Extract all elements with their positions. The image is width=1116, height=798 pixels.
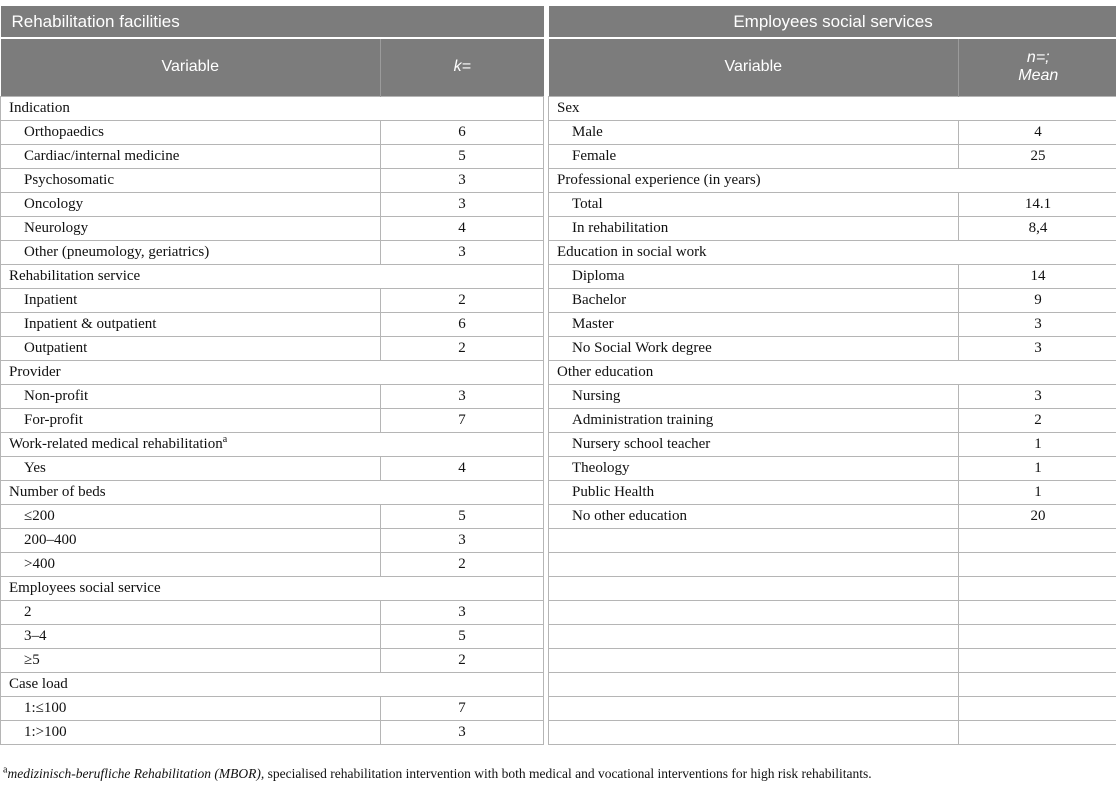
variable-cell: Other (pneumology, geriatrics) bbox=[1, 240, 381, 264]
table-row bbox=[1, 456, 544, 480]
value-cell: 4 bbox=[381, 456, 544, 480]
variable-cell bbox=[549, 648, 959, 672]
value-cell: 3 bbox=[381, 528, 544, 552]
variable-cell: Male bbox=[549, 120, 959, 144]
section-row bbox=[1, 576, 544, 600]
variable-cell: Inpatient bbox=[1, 288, 381, 312]
left-column-header-row bbox=[1, 38, 544, 96]
table-row bbox=[549, 696, 1116, 720]
left-title-row bbox=[1, 6, 544, 38]
table-row bbox=[549, 480, 1116, 504]
variable-cell: Theology bbox=[549, 456, 959, 480]
table-row bbox=[549, 216, 1116, 240]
section-label: Case load bbox=[1, 672, 544, 696]
value-cell: 1 bbox=[959, 432, 1116, 456]
value-cell: 3 bbox=[381, 384, 544, 408]
variable-cell: Public Health bbox=[549, 480, 959, 504]
right-title-row bbox=[549, 6, 1116, 38]
employees-social-services-table bbox=[548, 6, 1116, 745]
section-row bbox=[549, 168, 1116, 192]
left-table-title: Rehabilitation facilities bbox=[1, 6, 544, 38]
table-row bbox=[1, 408, 544, 432]
value-cell bbox=[959, 600, 1116, 624]
table-row bbox=[549, 264, 1116, 288]
table-row bbox=[549, 720, 1116, 744]
section-label: Employees social service bbox=[1, 576, 544, 600]
right-variable-column-header: Variable bbox=[549, 38, 959, 96]
variable-cell: Neurology bbox=[1, 216, 381, 240]
variable-cell bbox=[549, 600, 959, 624]
section-label: Number of beds bbox=[1, 480, 544, 504]
footnote-marker: a bbox=[3, 764, 8, 775]
variable-cell: ≤200 bbox=[1, 504, 381, 528]
table-row bbox=[549, 432, 1116, 456]
value-cell bbox=[959, 552, 1116, 576]
right-n-mean-column-header bbox=[959, 38, 1116, 96]
variable-cell: Total bbox=[549, 192, 959, 216]
table-row bbox=[1, 216, 544, 240]
table-row bbox=[1, 624, 544, 648]
right-mean-header-line2: Mean bbox=[1018, 67, 1059, 85]
value-cell bbox=[959, 720, 1116, 744]
table-row bbox=[1, 192, 544, 216]
variable-cell: 3–4 bbox=[1, 624, 381, 648]
value-cell: 2 bbox=[381, 336, 544, 360]
variable-cell: ≥5 bbox=[1, 648, 381, 672]
value-cell: 2 bbox=[381, 648, 544, 672]
variable-cell: Female bbox=[549, 144, 959, 168]
value-cell: 5 bbox=[381, 624, 544, 648]
variable-cell: Cardiac/internal medicine bbox=[1, 144, 381, 168]
table-row bbox=[1, 552, 544, 576]
table-row bbox=[549, 576, 1116, 600]
table-row bbox=[549, 120, 1116, 144]
variable-cell: 2 bbox=[1, 600, 381, 624]
section-label: Work-related medical rehabilitation$^a$ bbox=[1, 432, 544, 456]
variable-cell: Nursery school teacher bbox=[549, 432, 959, 456]
variable-cell: For-profit bbox=[1, 408, 381, 432]
value-cell: 2 bbox=[959, 408, 1116, 432]
variable-cell: 1:≤100 bbox=[1, 696, 381, 720]
section-row bbox=[1, 480, 544, 504]
section-label: Rehabilitation service bbox=[1, 264, 544, 288]
value-cell bbox=[959, 528, 1116, 552]
value-cell: 25 bbox=[959, 144, 1116, 168]
value-cell: 3 bbox=[381, 168, 544, 192]
value-cell bbox=[959, 696, 1116, 720]
variable-cell: No Social Work degree bbox=[549, 336, 959, 360]
variable-cell: Orthopaedics bbox=[1, 120, 381, 144]
variable-cell: Yes bbox=[1, 456, 381, 480]
variable-cell: Inpatient & outpatient bbox=[1, 312, 381, 336]
value-cell: 1 bbox=[959, 480, 1116, 504]
table-row bbox=[549, 384, 1116, 408]
value-cell: 6 bbox=[381, 120, 544, 144]
table-row bbox=[549, 504, 1116, 528]
variable-cell: No other education bbox=[549, 504, 959, 528]
section-row bbox=[549, 360, 1116, 384]
tables-container bbox=[0, 6, 1116, 745]
footnote-italic-text: medizinisch-berufliche Rehabilitation (MBOR), bbox=[7, 765, 265, 781]
table-row bbox=[1, 504, 544, 528]
table-row bbox=[549, 528, 1116, 552]
table-row bbox=[1, 168, 544, 192]
table-row bbox=[549, 288, 1116, 312]
right-table-title: Employees social services bbox=[549, 6, 1116, 38]
table-row bbox=[549, 336, 1116, 360]
section-row bbox=[1, 672, 544, 696]
section-label: Other education bbox=[549, 360, 1116, 384]
value-cell: 5 bbox=[381, 144, 544, 168]
table-row bbox=[1, 384, 544, 408]
section-row bbox=[1, 264, 544, 288]
table-row bbox=[549, 192, 1116, 216]
variable-cell bbox=[549, 672, 959, 696]
value-cell: 20 bbox=[959, 504, 1116, 528]
value-cell: 2 bbox=[381, 288, 544, 312]
table-row bbox=[549, 312, 1116, 336]
table-row bbox=[1, 720, 544, 744]
table-row bbox=[1, 120, 544, 144]
value-cell: 3 bbox=[381, 720, 544, 744]
value-cell bbox=[959, 648, 1116, 672]
footnote-regular-text: specialised rehabilitation intervention with both medical and vocational interventions for high risk rehabilitants. bbox=[264, 765, 872, 781]
section-row bbox=[549, 96, 1116, 120]
section-label: Provider bbox=[1, 360, 544, 384]
variable-cell: Master bbox=[549, 312, 959, 336]
table-row bbox=[549, 648, 1116, 672]
table-row bbox=[549, 600, 1116, 624]
value-cell: 4 bbox=[381, 216, 544, 240]
variable-cell bbox=[549, 528, 959, 552]
right-column-header-row bbox=[549, 38, 1116, 96]
table-row bbox=[549, 624, 1116, 648]
table-row bbox=[1, 288, 544, 312]
variable-cell bbox=[549, 552, 959, 576]
footnote bbox=[0, 766, 1116, 782]
variable-cell: >400 bbox=[1, 552, 381, 576]
variable-cell bbox=[549, 720, 959, 744]
right-table-body bbox=[549, 96, 1116, 744]
section-label: Sex bbox=[549, 96, 1116, 120]
table-row bbox=[1, 696, 544, 720]
table-row bbox=[549, 456, 1116, 480]
section-row bbox=[549, 240, 1116, 264]
variable-cell bbox=[549, 576, 959, 600]
value-cell bbox=[959, 672, 1116, 696]
value-cell: 8,4 bbox=[959, 216, 1116, 240]
value-cell: 3 bbox=[959, 336, 1116, 360]
variable-cell: Administration training bbox=[549, 408, 959, 432]
value-cell: 14 bbox=[959, 264, 1116, 288]
value-cell bbox=[959, 624, 1116, 648]
value-cell: 3 bbox=[959, 312, 1116, 336]
value-cell: 3 bbox=[381, 192, 544, 216]
table-row bbox=[1, 528, 544, 552]
table-row bbox=[549, 672, 1116, 696]
value-cell: 14.1 bbox=[959, 192, 1116, 216]
variable-cell: Oncology bbox=[1, 192, 381, 216]
variable-cell: 200–400 bbox=[1, 528, 381, 552]
section-label: Indication bbox=[1, 96, 544, 120]
value-cell: 3 bbox=[959, 384, 1116, 408]
section-row bbox=[1, 96, 544, 120]
variable-cell bbox=[549, 696, 959, 720]
table-row bbox=[549, 408, 1116, 432]
section-label: Professional experience (in years) bbox=[549, 168, 1116, 192]
value-cell: 4 bbox=[959, 120, 1116, 144]
value-cell: 6 bbox=[381, 312, 544, 336]
rehabilitation-facilities-table bbox=[0, 6, 544, 745]
footnote-reference: a bbox=[222, 433, 228, 445]
table-row bbox=[1, 312, 544, 336]
left-table-body bbox=[1, 96, 544, 744]
value-cell: 3 bbox=[381, 240, 544, 264]
section-row bbox=[1, 432, 544, 456]
table-row bbox=[1, 144, 544, 168]
value-cell: 5 bbox=[381, 504, 544, 528]
variable-cell: Bachelor bbox=[549, 288, 959, 312]
value-cell: 7 bbox=[381, 408, 544, 432]
section-row bbox=[1, 360, 544, 384]
value-cell: 3 bbox=[381, 600, 544, 624]
value-cell: 2 bbox=[381, 552, 544, 576]
section-label: Education in social work bbox=[549, 240, 1116, 264]
value-cell: 1 bbox=[959, 456, 1116, 480]
variable-cell bbox=[549, 624, 959, 648]
variable-cell: Outpatient bbox=[1, 336, 381, 360]
table-row bbox=[1, 240, 544, 264]
variable-cell: 1:>100 bbox=[1, 720, 381, 744]
variable-cell: In rehabilitation bbox=[549, 216, 959, 240]
variable-cell: Nursing bbox=[549, 384, 959, 408]
value-cell: 7 bbox=[381, 696, 544, 720]
right-n-header-line1: n=; bbox=[1026, 49, 1050, 67]
table-row bbox=[549, 552, 1116, 576]
left-variable-column-header: Variable bbox=[1, 38, 381, 96]
variable-cell: Psychosomatic bbox=[1, 168, 381, 192]
value-cell bbox=[959, 576, 1116, 600]
table-row bbox=[1, 336, 544, 360]
table-row bbox=[1, 600, 544, 624]
variable-cell: Diploma bbox=[549, 264, 959, 288]
table-row bbox=[549, 144, 1116, 168]
table-row bbox=[1, 648, 544, 672]
value-cell: 9 bbox=[959, 288, 1116, 312]
left-k-column-header: k= bbox=[381, 38, 544, 96]
variable-cell: Non-profit bbox=[1, 384, 381, 408]
